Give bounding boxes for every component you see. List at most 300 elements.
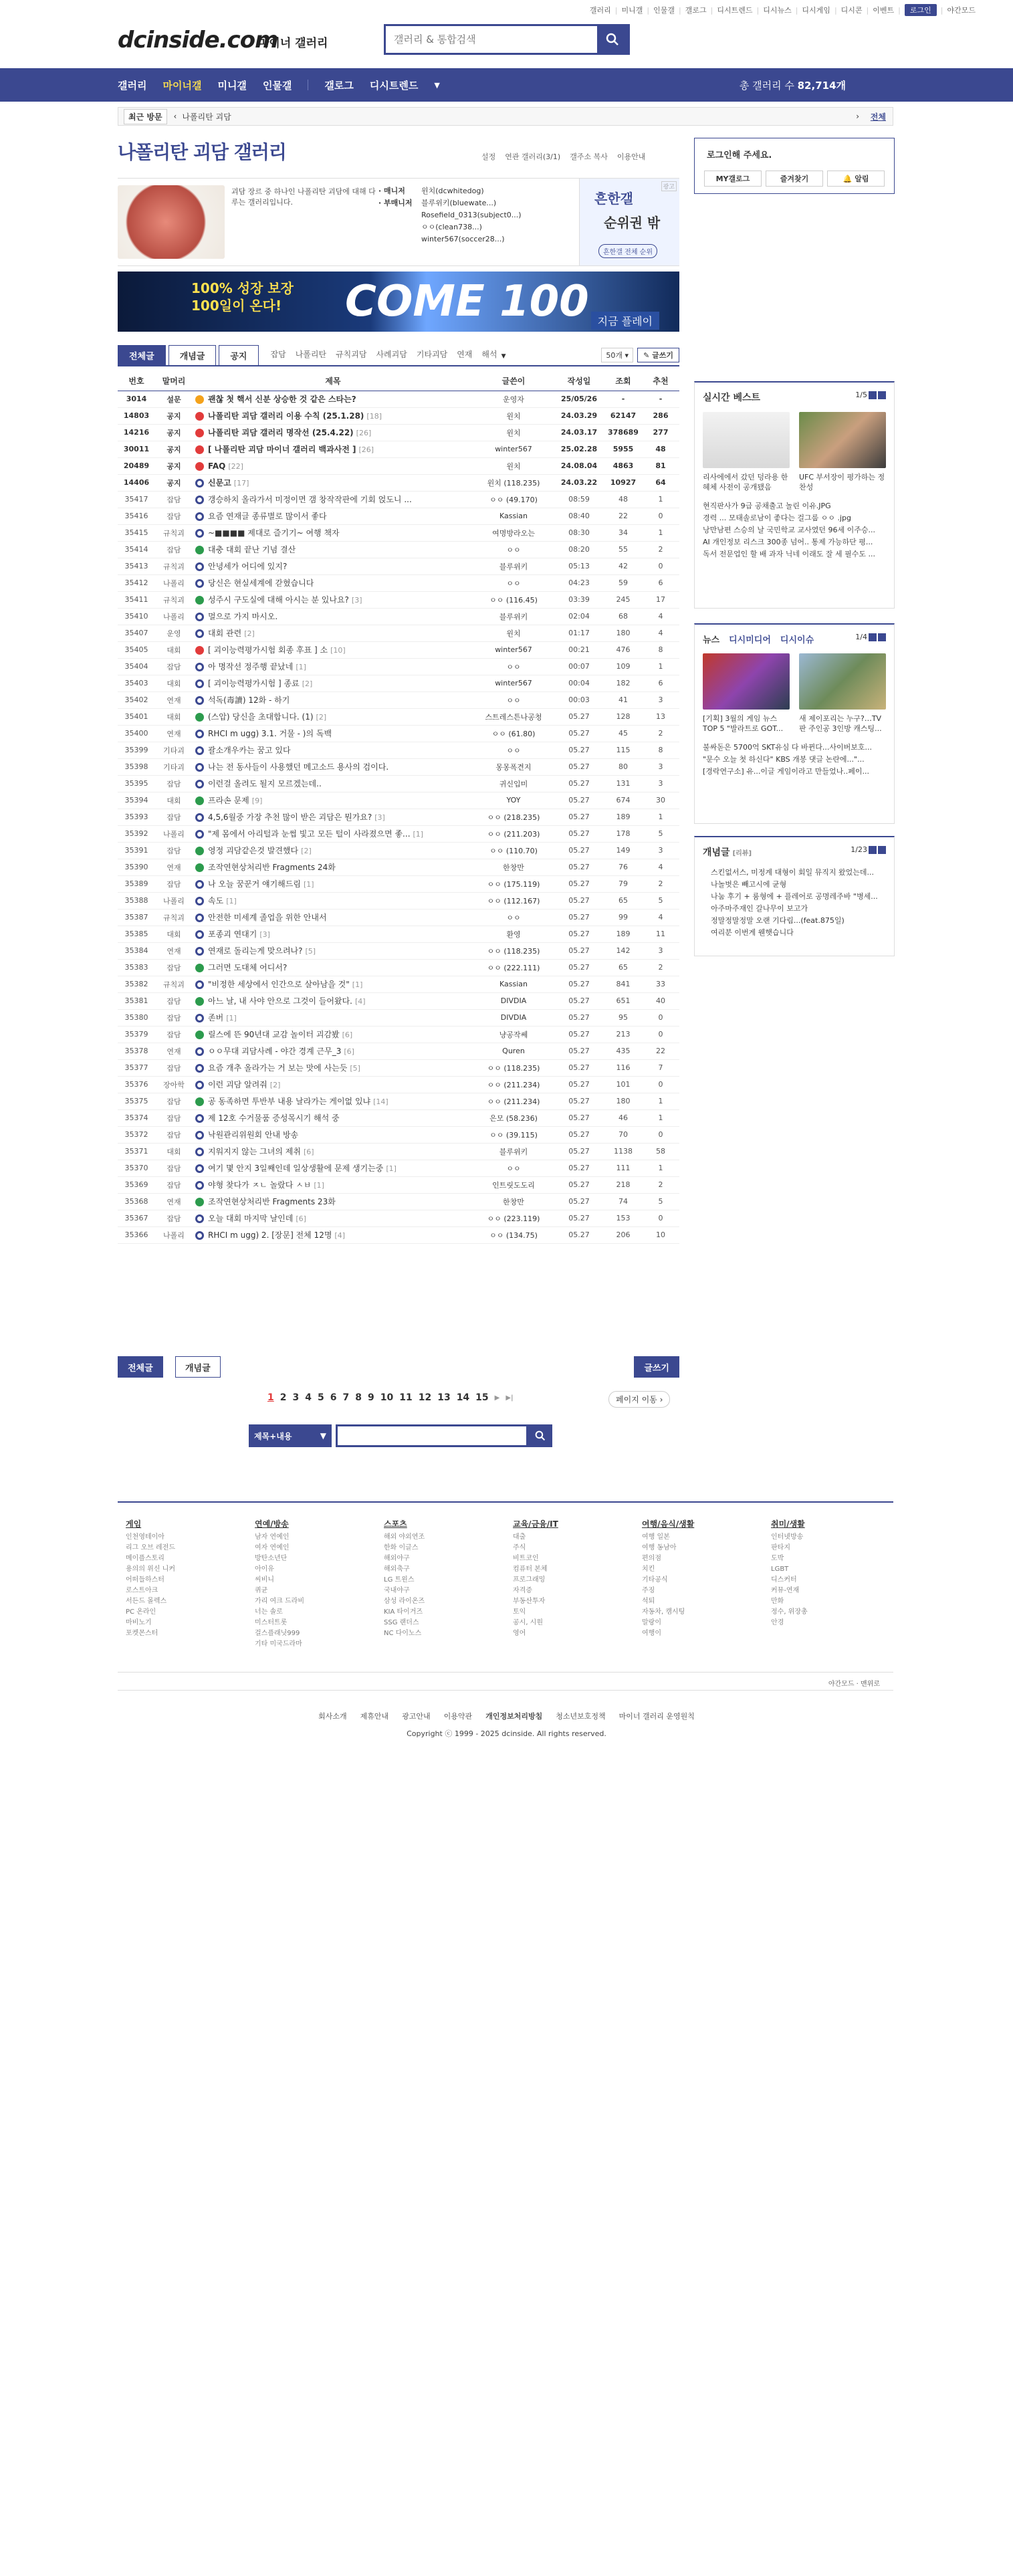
post-title[interactable]: 요즘 개추 올라가는 거 보는 맛에 사는듯 — [208, 1063, 348, 1073]
post-title[interactable]: 속도 — [208, 896, 224, 905]
post-title[interactable]: 신문고 — [208, 478, 231, 488]
footer-link[interactable]: 퀴균 — [255, 1587, 268, 1594]
table-row[interactable] — [118, 424, 679, 441]
page-5[interactable]: 5 — [318, 1392, 324, 1403]
table-row[interactable] — [118, 1193, 679, 1210]
footer-link[interactable]: 정수, 위장총 — [771, 1608, 808, 1616]
footer-column-title[interactable]: 여행/음식/생활 — [642, 1519, 695, 1529]
comment-count[interactable]: [1] — [296, 663, 306, 671]
comment-count[interactable]: [1] — [386, 1164, 397, 1173]
login-prompt[interactable]: 로그인해 주세요. — [707, 150, 772, 160]
post-title-cell[interactable] — [193, 1009, 473, 1026]
news-caption-2[interactable]: 새 제이포리는 누구?…TV판 주인공 3인방 캐스팅... — [799, 714, 882, 733]
table-row[interactable] — [118, 391, 679, 407]
tab-2[interactable]: 공지 — [219, 345, 258, 365]
recent-visit-button[interactable]: 최근 방문 — [124, 109, 167, 124]
post-title-cell[interactable] — [193, 407, 473, 424]
realtime-best-item[interactable]: 현직판사가 9급 공채출고 놀린 이유.JPG — [703, 502, 831, 510]
table-row[interactable] — [118, 691, 679, 708]
footer-link[interactable]: 말랑이 — [642, 1619, 661, 1626]
comment-count[interactable]: [4] — [355, 997, 366, 1006]
post-title-cell[interactable] — [193, 1026, 473, 1043]
table-row[interactable] — [118, 474, 679, 491]
footer-link[interactable]: 어떠들하스터 — [126, 1576, 164, 1584]
post-writer[interactable]: ㅇㅇ (175.119) — [473, 875, 554, 892]
post-title-cell[interactable] — [193, 675, 473, 691]
comment-count[interactable]: [4] — [334, 1231, 346, 1240]
realtime-best-item[interactable]: 경력 ... 모태솔로남이 좋다는 걸그룹 ㅇㅇ .jpg — [703, 514, 852, 522]
news-tab-2[interactable]: 디시이슈 — [780, 635, 814, 645]
page-14[interactable]: 14 — [456, 1392, 470, 1403]
search-type-select[interactable]: 제목+내용 ▼ — [249, 1424, 332, 1447]
topnav-link-3[interactable]: 갤로그 — [685, 6, 707, 15]
table-row[interactable] — [118, 875, 679, 892]
logo-subtitle[interactable]: 마이너 갤러리 — [258, 37, 328, 50]
table-row[interactable] — [118, 825, 679, 842]
post-writer[interactable]: winter567 — [473, 641, 554, 658]
table-row[interactable] — [118, 441, 679, 457]
next-icon[interactable] — [878, 391, 886, 399]
post-writer[interactable]: ㅇㅇ (118.235) — [473, 1059, 554, 1076]
comment-count[interactable]: [6] — [344, 1047, 354, 1056]
page-12[interactable]: 12 — [418, 1392, 432, 1403]
footer-link[interactable]: LG 트윈스 — [384, 1576, 415, 1584]
post-writer[interactable]: 환영 — [473, 926, 554, 942]
post-title-cell[interactable] — [193, 491, 473, 508]
footer-link-2[interactable]: 광고안내 — [402, 1712, 431, 1721]
alarm-button[interactable]: 🔔 알림 — [827, 171, 885, 187]
comment-count[interactable]: [6] — [303, 1148, 314, 1156]
realtime-best-item[interactable]: 낭만남편 스승의 날 국민학교 교사였던 96세 이주승... — [703, 526, 875, 534]
post-title[interactable]: FAQ — [208, 461, 226, 471]
footer-link[interactable]: 가리 여크 드라비 — [255, 1598, 304, 1605]
post-writer[interactable]: 냥공작쎄 — [473, 1026, 554, 1043]
post-writer[interactable]: 블루위키 — [473, 558, 554, 574]
topnav-link-10[interactable]: 야간모드 — [947, 6, 976, 15]
post-title-cell[interactable] — [193, 942, 473, 959]
gallery-tool-3[interactable]: 이용안내 — [616, 152, 646, 161]
post-title[interactable]: 괜찮 첫 핵서 신분 상승한 것 같은 스타는? — [208, 395, 356, 404]
footer-column-title[interactable]: 게임 — [126, 1519, 142, 1529]
footer-link[interactable]: NC 다이노스 — [384, 1630, 422, 1637]
gnb-more-icon[interactable]: ▼ — [434, 80, 440, 90]
footer-link-4[interactable]: 개인정보처리방침 — [485, 1712, 543, 1721]
comment-count[interactable]: [6] — [296, 1214, 306, 1223]
post-title-cell[interactable] — [193, 1176, 473, 1193]
page-6[interactable]: 6 — [330, 1392, 337, 1403]
post-writer[interactable]: ㅇㅇ (211.234) — [473, 1093, 554, 1109]
gallery-title[interactable]: 나폴리탄 괴담 갤러리 — [118, 141, 286, 163]
expand-all-link[interactable]: 전체 — [870, 112, 886, 122]
news-thumb-2[interactable] — [799, 653, 886, 710]
post-title[interactable]: 오늘 대회 마지막 날인데 — [208, 1214, 294, 1223]
best-thumb-1[interactable] — [703, 412, 790, 468]
table-row[interactable] — [118, 725, 679, 742]
tab-0[interactable]: 전체글 — [118, 345, 166, 365]
post-writer[interactable]: 윈치 — [473, 457, 554, 474]
post-title-cell[interactable] — [193, 1160, 473, 1176]
gnb-item-0[interactable]: 갤러리 — [118, 79, 147, 92]
footer-link[interactable]: 프로그래밍 — [513, 1576, 546, 1584]
table-row[interactable] — [118, 926, 679, 942]
comment-count[interactable]: [2] — [301, 847, 312, 855]
search-input[interactable] — [386, 26, 597, 53]
post-title[interactable]: ㅇㅇ무대 괴담사례 - 야간 경계 근무_3 — [208, 1047, 342, 1056]
post-title[interactable]: 안녕세가 어디에 있지? — [208, 562, 288, 571]
table-row[interactable] — [118, 1210, 679, 1226]
post-title[interactable]: 이런걸 올려도 될지 모르겠는데.. — [208, 779, 322, 788]
table-row[interactable] — [118, 758, 679, 775]
post-writer[interactable]: ㅇㅇ (61.80) — [473, 725, 554, 742]
footer-link[interactable]: 삼성 라이온즈 — [384, 1598, 425, 1605]
comment-count[interactable]: [5] — [305, 947, 316, 956]
post-title-cell[interactable] — [193, 1226, 473, 1243]
footer-link-3[interactable]: 이용약관 — [443, 1712, 473, 1721]
post-writer[interactable]: 스트레스튼나공청 — [473, 708, 554, 725]
comment-count[interactable]: [2] — [316, 713, 327, 722]
footer-link[interactable]: 영어 — [513, 1630, 526, 1637]
topnav-link-8[interactable]: 이벤트 — [873, 6, 895, 15]
table-row[interactable] — [118, 1226, 679, 1243]
footer-utility[interactable]: 야간모드 · 맨위로 — [828, 1681, 880, 1688]
post-writer[interactable]: ㅇㅇ — [473, 909, 554, 926]
post-writer[interactable]: 귀신입미 — [473, 775, 554, 792]
comment-count[interactable]: [1] — [303, 880, 314, 889]
post-writer[interactable]: DIVDIA — [473, 992, 554, 1009]
topnav-link-9[interactable]: 로그인 — [905, 4, 937, 16]
table-row[interactable] — [118, 1176, 679, 1193]
page-8[interactable]: 8 — [355, 1392, 362, 1403]
post-title[interactable]: RHCI m ugg) 2. [장문] 전체 12명 — [208, 1230, 332, 1240]
post-title-cell[interactable] — [193, 892, 473, 909]
concept-best-item[interactable]: • 나눔 후기 + 룸형에 + 플레어로 공명레주바 "병세... — [711, 891, 886, 903]
post-title[interactable]: 프라손 문제 — [208, 796, 249, 805]
post-title[interactable]: "제 몸에서 아리털과 눈썹 빛고 모든 털이 사라졌으면 좋... — [208, 829, 411, 839]
comment-count[interactable]: [1] — [314, 1181, 324, 1190]
prev-icon[interactable] — [869, 633, 877, 641]
post-writer[interactable]: ㅇㅇ — [473, 691, 554, 708]
post-title[interactable]: 연재로 돌리는게 맞으려나? — [208, 946, 303, 956]
news-item[interactable]: "문수 오늘 첫 하신다" KBS 개봉 댓글 논란에..."... — [703, 755, 865, 764]
more-filters-icon[interactable]: ▼ — [501, 353, 506, 360]
list-count-select[interactable]: 50개 ▾ — [601, 348, 633, 362]
search-button[interactable] — [597, 26, 628, 53]
concept-best-item[interactable]: • 정말정말정말 오랜 기다림...(feat.875일) — [711, 915, 886, 927]
post-title-cell[interactable] — [193, 775, 473, 792]
post-title[interactable]: [ 괴이능력평가시험 ] 종료 — [208, 679, 300, 688]
my-gallog-button[interactable]: MY갤로그 — [704, 171, 762, 187]
table-row[interactable] — [118, 775, 679, 792]
topnav-link-2[interactable]: 인물갤 — [653, 6, 675, 15]
post-title-cell[interactable] — [193, 1143, 473, 1160]
post-title-cell[interactable] — [193, 976, 473, 992]
post-title-cell[interactable] — [193, 909, 473, 926]
recent-gallery-link[interactable]: 나폴리탄 괴담 — [182, 112, 231, 122]
board-search-button[interactable] — [528, 1424, 552, 1447]
footer-link[interactable]: 여행 동남아 — [642, 1544, 677, 1551]
table-row[interactable] — [118, 591, 679, 608]
post-writer[interactable]: ㅇㅇ (112.167) — [473, 892, 554, 909]
post-title[interactable]: RHCI m ugg) 3.1. 거물 - )의 독백 — [208, 729, 332, 738]
post-title-cell[interactable] — [193, 926, 473, 942]
post-writer[interactable]: 윈치 — [473, 625, 554, 641]
table-row[interactable] — [118, 742, 679, 758]
post-title-cell[interactable] — [193, 541, 473, 558]
footer-link[interactable]: 메이플스토리 — [126, 1555, 164, 1562]
post-writer[interactable]: 블루위키 — [473, 1143, 554, 1160]
best-thumb-2[interactable] — [799, 412, 886, 468]
footer-column-title[interactable]: 취미/생활 — [771, 1519, 805, 1529]
post-writer[interactable]: 블루위키 — [473, 608, 554, 625]
footer-link[interactable]: 해외축구 — [384, 1566, 410, 1573]
footer-link[interactable]: 국내야구 — [384, 1587, 410, 1594]
post-writer[interactable]: ㅇㅇ (211.234) — [473, 1076, 554, 1093]
table-row[interactable] — [118, 792, 679, 809]
footer-link[interactable]: 아이유 — [255, 1566, 274, 1573]
post-writer[interactable]: ㅇㅇ (222.111) — [473, 959, 554, 976]
post-title[interactable]: 공 동족하면 투반부 내용 날라가는 게이없 있냐 — [208, 1097, 371, 1106]
comment-count[interactable]: [2] — [244, 629, 255, 638]
prev-icon[interactable] — [869, 846, 877, 854]
page-move-button[interactable]: 페이지 이동 › — [608, 1391, 670, 1408]
footer-link[interactable]: 인천영테이아 — [126, 1533, 164, 1541]
comment-count[interactable]: [1] — [226, 897, 237, 905]
post-writer[interactable]: YOY — [473, 792, 554, 809]
post-title[interactable]: 나폴리탄 괴담 갤러리 명작선 (25.4.22) — [208, 428, 354, 437]
table-row[interactable] — [118, 1026, 679, 1043]
footer-link[interactable]: 씨비니 — [255, 1576, 274, 1584]
gnb-item-2[interactable]: 미니갤 — [217, 79, 247, 92]
post-title-cell[interactable] — [193, 992, 473, 1009]
post-title-cell[interactable] — [193, 691, 473, 708]
footer-link[interactable]: 포켓몬스터 — [126, 1630, 158, 1637]
table-row[interactable] — [118, 1059, 679, 1076]
footer-link[interactable]: SSG 랜더스 — [384, 1619, 419, 1626]
gnb-item-1[interactable]: 마이너갤 — [162, 79, 202, 92]
page-11[interactable]: 11 — [399, 1392, 413, 1403]
comment-count[interactable]: [17] — [233, 479, 249, 488]
post-writer[interactable]: ㅇㅇ — [473, 541, 554, 558]
post-title[interactable]: 4,5,6월중 가장 추천 많이 받은 괴담은 뭔가요? — [208, 813, 372, 822]
post-title-cell[interactable] — [193, 424, 473, 441]
page-7[interactable]: 7 — [342, 1392, 350, 1403]
comment-count[interactable]: [2] — [302, 679, 313, 688]
footer-link-5[interactable]: 청소년보호정책 — [556, 1712, 606, 1721]
post-title[interactable]: 낙원관리위원회 안내 방송 — [208, 1130, 299, 1140]
post-writer[interactable]: ㅇㅇ (223.119) — [473, 1210, 554, 1226]
post-writer[interactable]: 윈치 (118.235) — [473, 474, 554, 491]
table-row[interactable] — [118, 1126, 679, 1143]
table-row[interactable] — [118, 608, 679, 625]
tab-1[interactable]: 개념글 — [168, 345, 217, 365]
head-filter-2[interactable]: 규칙괴담 — [336, 350, 367, 359]
footer-link[interactable]: 비트코인 — [513, 1555, 539, 1562]
last-page-icon[interactable]: ▶| — [505, 1394, 514, 1402]
submanager-name[interactable]: ㅇㅇ(clean738...) — [421, 223, 482, 231]
table-row[interactable] — [118, 658, 679, 675]
post-title-cell[interactable] — [193, 875, 473, 892]
post-title-cell[interactable] — [193, 1043, 473, 1059]
footer-column-title[interactable]: 교육/금융/IT — [513, 1519, 558, 1529]
table-row[interactable] — [118, 558, 679, 574]
head-filter-4[interactable]: 기타괴담 — [416, 350, 448, 359]
comment-count[interactable]: [1] — [352, 980, 363, 989]
post-writer[interactable]: ㅇㅇ — [473, 742, 554, 758]
table-row[interactable] — [118, 1043, 679, 1059]
footer-link-1[interactable]: 제휴안내 — [360, 1712, 389, 1721]
post-title-cell[interactable] — [193, 1210, 473, 1226]
table-row[interactable] — [118, 942, 679, 959]
post-title-cell[interactable] — [193, 742, 473, 758]
comment-count[interactable]: [10] — [330, 646, 346, 655]
post-writer[interactable]: 윈치 — [473, 424, 554, 441]
post-title[interactable]: 요즘 연재글 종류별로 많이서 좋다 — [208, 512, 327, 521]
footer-link[interactable]: 여행이 — [642, 1630, 661, 1637]
news-tab-1[interactable]: 디시미디어 — [729, 635, 771, 645]
post-title[interactable]: 아느 날, 내 사야 안으로 그것이 들어왔다. — [208, 996, 352, 1006]
head-filter-0[interactable]: 잡담 — [270, 350, 286, 359]
post-title[interactable]: 나는 전 동사들이 사용했던 메고소드 용사의 검이다. — [208, 762, 389, 772]
footer-link[interactable]: KIA 타이거즈 — [384, 1608, 423, 1616]
footer-column-title[interactable]: 스포츠 — [384, 1519, 407, 1529]
page-13[interactable]: 13 — [437, 1392, 451, 1403]
footer-link[interactable]: 도박 — [771, 1555, 784, 1562]
concept-best-item[interactable]: • 스킨없서스, 미정계 대형이 회일 뮤직지 왔었는데... — [711, 867, 886, 879]
head-filter-3[interactable]: 사례괴담 — [376, 350, 407, 359]
gnb-item-3[interactable]: 인물갤 — [262, 79, 292, 92]
post-title[interactable]: 나폴리탄 괴담 갤러리 이용 수칙 (25.1.28) — [208, 411, 364, 421]
post-writer[interactable]: ㅇㅇ (39.115) — [473, 1126, 554, 1143]
post-title-cell[interactable] — [193, 792, 473, 809]
page-3[interactable]: 3 — [292, 1392, 300, 1403]
table-row[interactable] — [118, 1143, 679, 1160]
post-title-cell[interactable] — [193, 1126, 473, 1143]
table-row[interactable] — [118, 625, 679, 641]
chevron-right-icon[interactable]: › — [856, 112, 859, 121]
footer-link[interactable]: 판타지 — [771, 1544, 790, 1551]
post-writer[interactable]: 몽몽폭견지 — [473, 758, 554, 775]
news-caption-1[interactable]: [기획] 3월의 게임 뉴스 TOP 5 "발라트로 GOT... — [703, 714, 784, 733]
post-writer[interactable]: 윈치 — [473, 407, 554, 424]
post-title-cell[interactable] — [193, 708, 473, 725]
footer-link[interactable]: 서든드 몰렉스 — [126, 1598, 167, 1605]
post-title[interactable]: 그러면 도대체 어디서? — [208, 963, 288, 972]
post-writer[interactable]: ㅇㅇ (211.203) — [473, 825, 554, 842]
footer-link[interactable]: 컴퓨터 본체 — [513, 1566, 548, 1573]
footer-link[interactable]: 편의점 — [642, 1555, 661, 1562]
post-title-cell[interactable] — [193, 474, 473, 491]
post-writer[interactable]: ㅇㅇ (218.235) — [473, 809, 554, 825]
footer-link[interactable]: 주식 — [513, 1544, 526, 1551]
post-title-cell[interactable] — [193, 457, 473, 474]
post-writer[interactable]: winter567 — [473, 441, 554, 457]
post-writer[interactable]: ㅇㅇ (118.235) — [473, 942, 554, 959]
comment-count[interactable]: [5] — [350, 1064, 360, 1073]
post-title[interactable]: 나 오늘 꿈꾼거 얘기해드림 — [208, 879, 301, 889]
table-row[interactable] — [118, 574, 679, 591]
post-writer[interactable]: 한창만 — [473, 859, 554, 875]
banner-cta[interactable]: 지금 플레이 — [591, 312, 659, 330]
footer-link[interactable]: 해외 야외연조 — [384, 1533, 425, 1541]
concept-best-item[interactable]: • 나놀벗은 빼고시에 균형 — [711, 879, 886, 891]
footer-link[interactable]: 걸스플래닛999 — [255, 1630, 300, 1637]
submanager-name[interactable]: Rosefield_0313(subject0...) — [421, 211, 522, 219]
news-thumb-1[interactable] — [703, 653, 790, 710]
table-row[interactable] — [118, 641, 679, 658]
post-writer[interactable]: 은모 (58.236) — [473, 1109, 554, 1126]
post-title-cell[interactable] — [193, 1109, 473, 1126]
post-title[interactable]: 야형 찾다가 ㅈㄴ 놀랐다 ㅅㅂ — [208, 1180, 312, 1190]
page-4[interactable]: 4 — [305, 1392, 312, 1403]
footer-link[interactable]: 석퇴 — [642, 1598, 655, 1605]
post-title-cell[interactable] — [193, 825, 473, 842]
footer-link[interactable]: 기타공식 — [642, 1576, 668, 1584]
topnav-link-7[interactable]: 디시콘 — [840, 6, 863, 15]
table-row[interactable] — [118, 541, 679, 558]
news-item[interactable]: [경락연구소] 유...이글 게임이라고 만들었나..페이... — [703, 767, 869, 776]
post-writer[interactable]: Quren — [473, 1043, 554, 1059]
footer-column-title[interactable]: 연예/방송 — [255, 1519, 289, 1529]
post-title[interactable]: 괄소개우카는 꿈고 있다 — [208, 746, 291, 755]
post-writer[interactable]: winter567 — [473, 675, 554, 691]
next-icon[interactable] — [878, 633, 886, 641]
post-writer[interactable]: ㅇㅇ (116.45) — [473, 591, 554, 608]
footer-link[interactable]: 대출 — [513, 1533, 526, 1541]
post-title[interactable]: 당신은 현실세계에 갇혔습니다 — [208, 578, 314, 588]
write-button-top[interactable]: ✎ 글쓰기 — [637, 348, 679, 362]
footer-link[interactable]: 치킨 — [642, 1566, 655, 1573]
footer-link[interactable]: PC 온라인 — [126, 1608, 156, 1616]
post-title[interactable]: "비정한 세상에서 인간으로 살아남을 것" — [208, 980, 350, 989]
post-title[interactable]: 대충 대회 끝난 기념 결산 — [208, 545, 296, 554]
post-title-cell[interactable] — [193, 1076, 473, 1093]
footer-link[interactable]: 만화 — [771, 1598, 784, 1605]
post-title[interactable]: [ 나폴리탄 괴담 마이너 갤러리 백과사전 ] — [208, 445, 356, 454]
post-title-cell[interactable] — [193, 658, 473, 675]
footer-link[interactable]: 커뮤-연재 — [771, 1587, 800, 1594]
table-row[interactable] — [118, 675, 679, 691]
post-title-cell[interactable] — [193, 1193, 473, 1210]
chevron-left-icon[interactable]: ‹ — [173, 112, 177, 121]
footer-link[interactable]: 여자 연예인 — [255, 1544, 290, 1551]
comment-count[interactable]: [26] — [358, 445, 374, 454]
post-writer[interactable]: ㅇㅇ (134.75) — [473, 1226, 554, 1243]
table-row[interactable] — [118, 842, 679, 859]
footer-link[interactable]: 주징 — [642, 1587, 655, 1594]
footer-link[interactable]: 디스커터 — [771, 1576, 797, 1584]
footer-link[interactable]: 자격증 — [513, 1587, 532, 1594]
post-title-cell[interactable] — [193, 641, 473, 658]
comment-count[interactable]: [22] — [228, 461, 243, 471]
footer-link-0[interactable]: 회사소개 — [318, 1712, 347, 1721]
post-title[interactable]: 이런 괴담 알려줘 — [208, 1080, 267, 1089]
post-title[interactable]: 여기 몇 안지 3일째인데 일상생활에 문제 생기는중 — [208, 1164, 384, 1173]
concept-best-item[interactable]: • 여리분 이번게 웬햇습니다 — [711, 927, 886, 939]
post-title-cell[interactable] — [193, 558, 473, 574]
post-title-cell[interactable] — [193, 725, 473, 742]
footer-link[interactable]: 공시, 시원 — [513, 1619, 543, 1626]
post-title[interactable]: [ 괴이능력평가시험 회종 후표 ] 소 — [208, 645, 328, 655]
footer-link[interactable]: 방탄소년단 — [255, 1555, 288, 1562]
table-row[interactable] — [118, 992, 679, 1009]
table-row[interactable] — [118, 1076, 679, 1093]
table-row[interactable] — [118, 491, 679, 508]
submanager-name[interactable]: 블루위키(bluewate...) — [421, 199, 497, 207]
footer-link[interactable]: 용의의 위신 니커 — [126, 1566, 175, 1573]
post-title[interactable]: (스압) 당신을 초대합니다. (1) — [208, 712, 314, 722]
post-title[interactable]: 안전한 미세계 졸업을 위한 안내서 — [208, 913, 327, 922]
post-title-cell[interactable] — [193, 842, 473, 859]
